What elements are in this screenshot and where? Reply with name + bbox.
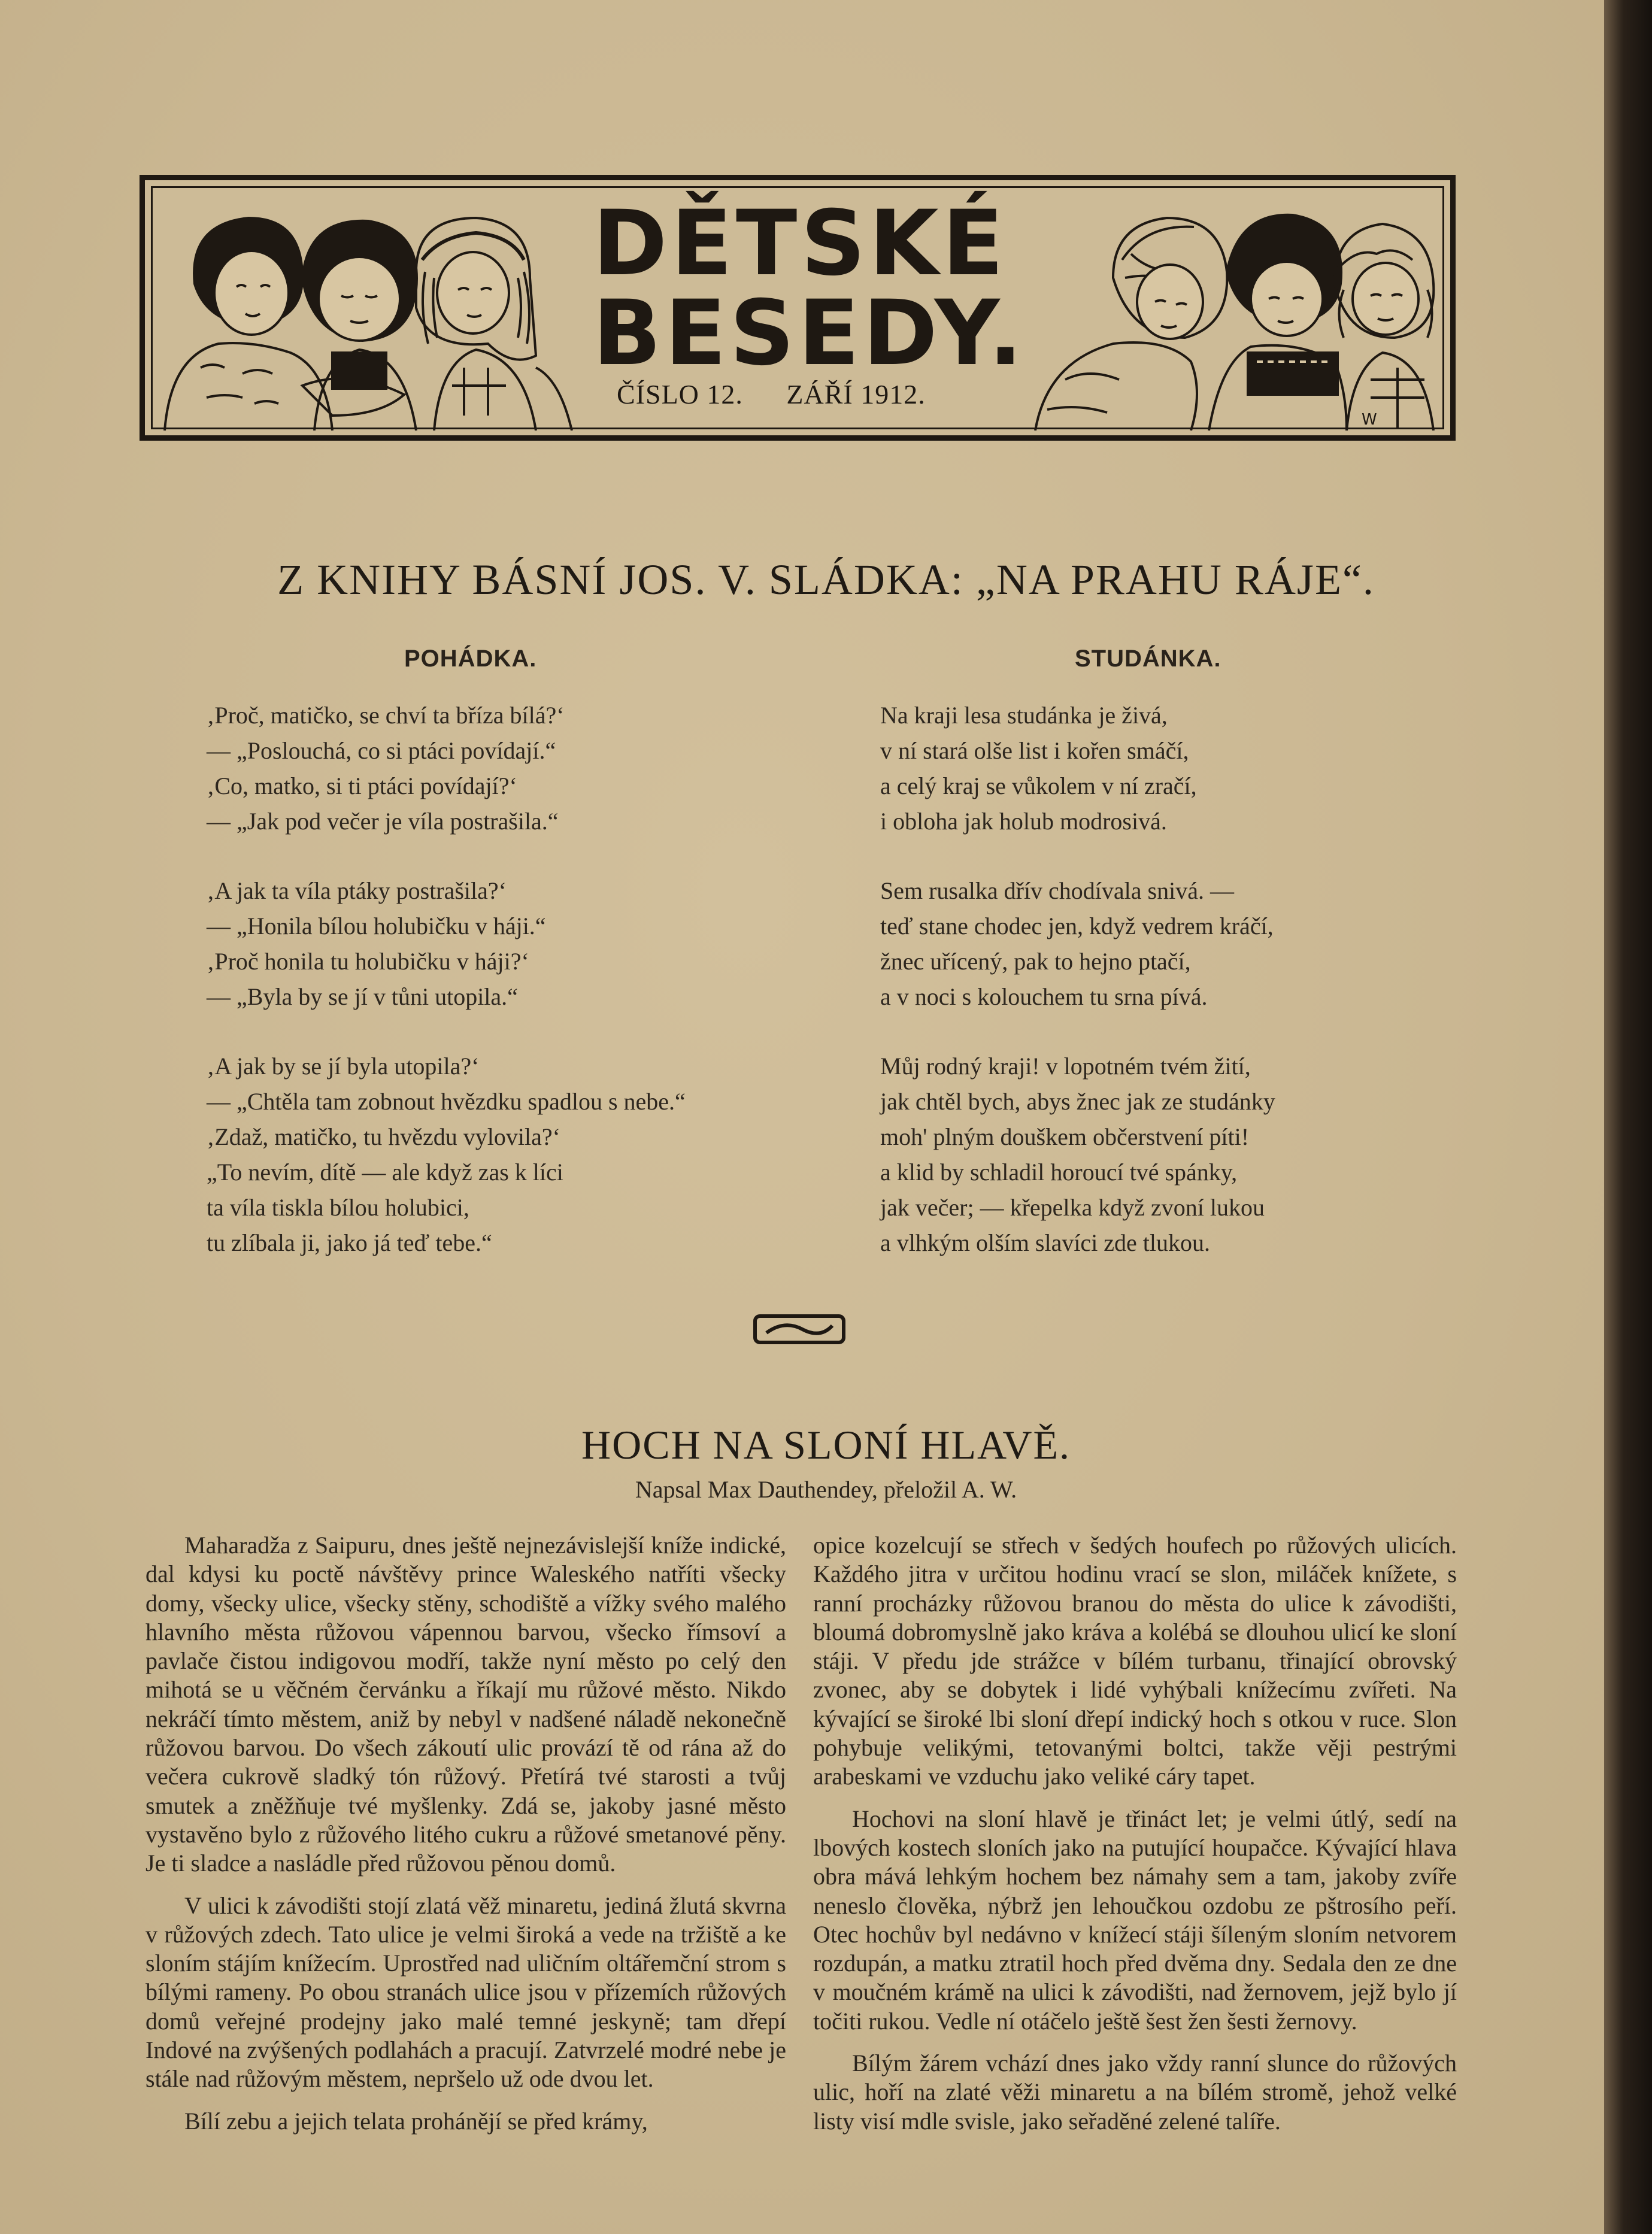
masthead-frame [151,186,1444,429]
story-paragraph: opice kozelcují se střech v šedých houfech po růžových ulicích. Každého jitra v určitou hodinu vrací se slon, miláček knížete, s ranní procházky růžovou branou do města do ulice k závodišti, bloumá dobromyslně jako kráva a kolébá se dlouhou ulicí ke sloní stáji. V předu jde strážce v bílém turbanu, třinající obrovský zvonec, aby se dobytek i lidé vyhýbali knížecímu zvířeti. Na kývající se široké lbi sloní dřepí indický hoch s otkou v ruce. Slon pohybuje velikými, tetovanými boltci, takže věji pestrými arabeskami ve vzduchu jako veliké cáry tapet. [813,1532,1457,1790]
story-byline: Napsal Max Dauthendey, přeložil A. W. [635,1476,1017,1503]
story-title: HOCH NA SLONÍ HLAVĚ. [581,1422,1071,1468]
masthead-title [593,192,1048,386]
section-divider-ornament [751,1311,847,1347]
poem-right-line: teď stane chodec jen, když vedrem kráčí, [880,913,1274,939]
masthead-issue-info [617,378,962,410]
poem-left-line: ‚A jak by se jí byla utopila?‘ [207,1053,480,1080]
poem-right-title: STUDÁNKA. [1075,645,1221,672]
story-paragraph: Hochovi na sloní hlavě je třináct let; je velmi útlý, sedí na lbových kostech sloních jako na putující houpačce. Kývající hlava obra mává lehkým hochem bez námahy sem a tam, jakoby zvíře neneslo člověka, nýbrž jen lehoučkou ozdobu ze pštrosího peří. Otec hochův byl nedávno v knížecí stáji šíleným sloním netvorem rozdupán, a matku ztratil hoch před dvěma dny. Sedala den ze dne v moučném krámě na ulici k závodišti, nad žernovem, jejž bylo jí točiti rukou. Vedle ní otáčelo ještě šest žen šesti žernovy. [813,1805,1457,2035]
poem-left-line: „To nevím, dítě — ale když zas k líci [207,1159,563,1186]
issue-number: ČÍSLO 12. [617,379,743,410]
poem-left-line: ta víla tiskla bílou holubici, [207,1194,469,1221]
poems-heading: Z KNIHY BÁSNÍ JOS. V. SLÁDKA: „NA PRAHU RÁJE“. [277,556,1375,604]
poem-left-line: — „Chtěla tam zobnout hvězdku spadlou s nebe.“ [207,1088,686,1115]
children-illustration-left [153,188,584,431]
poem-right-line: v ní stará olše list i kořen smáčí, [880,737,1189,764]
story-column-right [813,1531,1457,2136]
poem-left-line: tu zlíbala ji, jako já teď tebe.“ [207,1229,492,1256]
story-paragraph: Maharadža z Saipuru, dnes ještě nejnezávislejší kníže indické, dal kdysi ku poctě návštěvy prince Waleského natříti všecky domy, všecky ulice, všecky stěny, schodiště a vížky svého malého hlavního města růžovou vápennou barvou, všecko římsoví a pavlače čistou indigovou modří, takže nyní město po celý den mihotá se u věčném červánku a říkají mu růžové město. Nikdo nekráčí tímto městem, aniž by nebyl v nadšené náladě nekonečně růžovou barvou. Do všech zákoutí ulic provází tě od rána až do večera cukrově sladký tón růžový. Přetírá tvé starosti a tvůj smutek a zněžňuje tvé myšlenky. Zdá se, jakoby jasné město vystavěno bylo z růžového litého cukru a růžové smetanové pěny. Je ti sladce a nasládle před růžovou pěnou domů. [146,1532,786,1877]
poem-left-line: ‚Proč, matičko, se chví ta bříza bílá?‘ [207,702,565,729]
poem-right-line: žnec uřícený, pak to hejno ptačí, [880,948,1191,975]
poem-right-line: a v noci s kolouchem tu srna pívá. [880,983,1208,1010]
story-paragraph: Bílým žárem vchází dnes jako vždy ranní slunce do růžových ulic, hoří na zlaté věži minaretu a na bílém stromě, jehož velké listy visí mdle svisle, jako seřaděné zelené talíře. [813,2050,1457,2135]
poem-right-line: i obloha jak holub modrosivá. [880,808,1167,835]
story-paragraph: V ulici k závodišti stojí zlatá věž minaretu, jediná žlutá skvrna v růžových zdech. Tato ulice je velmi široká a vede na tržiště a ke sloním stájím knížecím. Uprostřed nad uličním oltářemční strom s bílými rameny. Po obou stranách ulice jsou v přízemích růžových domů veřejné prodejny jako malé temné jeskyně; tam dřepí Indové na zvýšených podlahách a pracují. Zatvrzelé modré nebe je stále nad růžovým městem, nepršelo už ode dvou let. [146,1892,786,2093]
poem-left-line: — „Honila bílou holubičku v háji.“ [207,913,546,939]
poem-left-line: — „Poslouchá, co si ptáci povídají.“ [207,737,556,764]
issue-date: ZÁŘÍ 1912. [786,379,926,410]
poem-right-line: jak chtěl bych, abys žnec jak ze studánky [880,1088,1275,1115]
poem-left-title: POHÁDKA. [404,645,537,672]
poem-right-line: Můj rodný kraji! v lopotném tvém žití, [880,1053,1251,1080]
svg-text:W: W [1362,411,1377,429]
masthead-title-line2: BESEDY. [593,281,1026,386]
poem-right-line: moh' plným douškem občerstvení píti! [880,1123,1250,1150]
poem-right-line: a vlhkým olším slavíci zde tlukou. [880,1229,1211,1256]
masthead-title-line1: DĚTSKÉ [593,192,1008,296]
story-column-left [146,1531,786,2136]
poem-right-line: Sem rusalka dřív chodívala snivá. — [880,877,1234,904]
story-paragraph: Bílí zebu a jejich telata prohánějí se před krámy, [184,2107,648,2135]
poem-left-line: — „Byla by se jí v tůni utopila.“ [207,983,518,1010]
poem-left-line: ‚Proč honila tu holubičku v háji?‘ [207,948,529,975]
poem-right-line: jak večer; — křepelka když zvoní lukou [880,1194,1265,1221]
poem-right-line: a klid by schladil horoucí tvé spánky, [880,1159,1238,1186]
poem-left-line: ‚A jak ta víla ptáky postrašila?‘ [207,877,507,904]
children-illustration-right [1011,188,1442,431]
poem-left-line: ‚Co, matko, si ti ptáci povídají?‘ [207,772,517,799]
poem-left-line: — „Jak pod večer je víla postrašila.“ [207,808,559,835]
page-edge-shadow [1604,0,1652,2234]
poem-right-line: a celý kraj se vůkolem v ní zračí, [880,772,1197,799]
masthead [140,175,1456,441]
poem-right-line: Na kraji lesa studánka je živá, [880,702,1168,729]
poem-left-line: ‚Zdaž, matičko, tu hvězdu vylovila?‘ [207,1123,560,1150]
